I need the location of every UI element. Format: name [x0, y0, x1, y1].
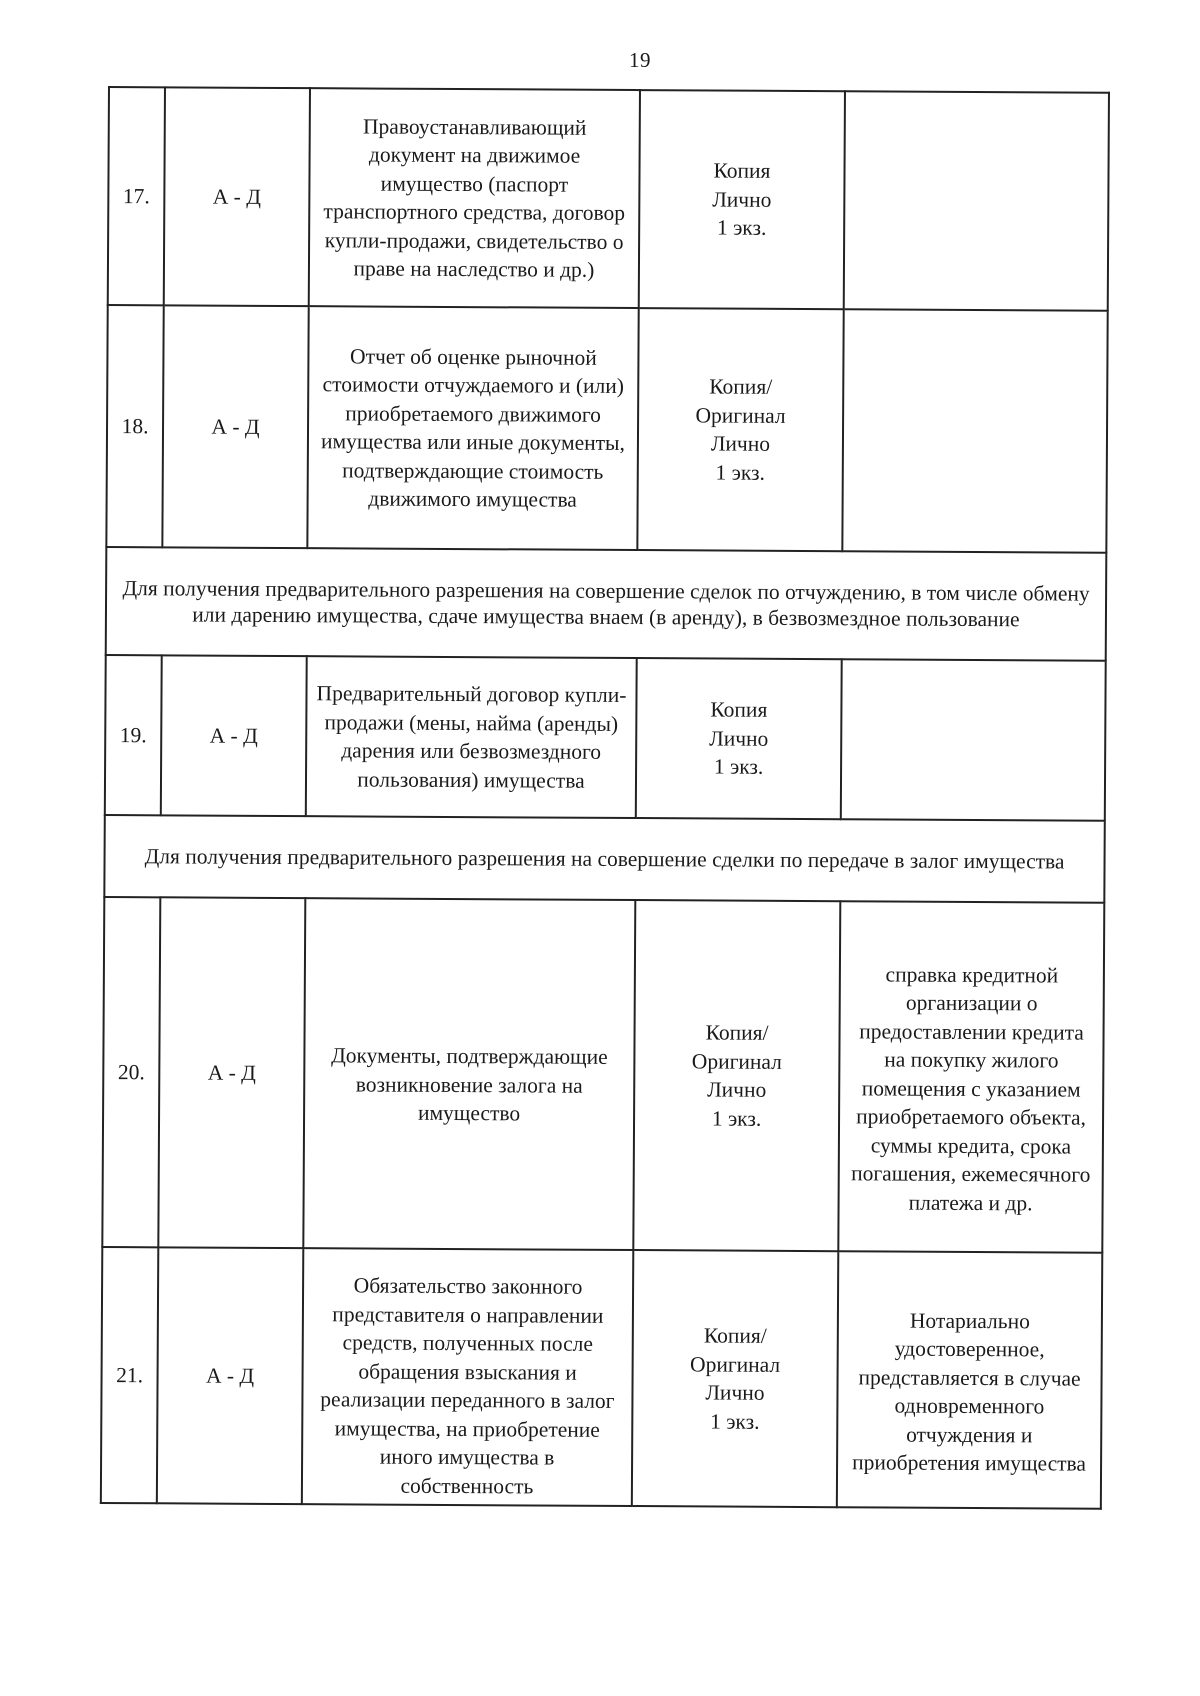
section-row — [104, 815, 1104, 903]
section-heading: Для получения предварительного разрешения на совершение сделки по передаче в залог имущества — [104, 815, 1104, 903]
form-line: Копия/ — [703, 1323, 767, 1348]
form-line: 1 экз. — [716, 215, 767, 241]
row-document: Отчет об оценке рыночной стоимости отчуждаемого и (или) приобретаемого движимого имущества или иные документы, подтверждающие стоимость движимого имущества — [307, 306, 638, 550]
row-category: А - Д — [158, 897, 305, 1248]
form-line: Копия — [713, 158, 771, 184]
row-number: 20. — [102, 897, 160, 1247]
form-line: Копия — [710, 697, 768, 723]
row-category: А - Д — [157, 1247, 303, 1504]
row-document: Обязательство законного представителя о направлении средств, полученных после обращения взыскания и реализации переданного в залог имущества, на приобретение иного имущества в собственность — [302, 1248, 633, 1506]
row-number: 21. — [101, 1247, 158, 1503]
row-category: А - Д — [164, 87, 310, 306]
form-line: Лично — [712, 187, 772, 212]
table-row — [108, 87, 1109, 311]
page-number: 19 — [629, 48, 651, 72]
documents-table — [100, 86, 1110, 1510]
row-note: Нотариально удостоверенное, представляется в случае одновременного отчуждения и приобретения имущества — [837, 1251, 1102, 1509]
form-line: Лично — [705, 1380, 765, 1405]
row-form — [632, 1250, 838, 1507]
form-line: Копия/ — [705, 1020, 769, 1045]
form-line: Лично — [707, 1077, 767, 1102]
row-note — [841, 659, 1106, 821]
table-row — [102, 897, 1104, 1253]
table-row — [101, 1247, 1102, 1509]
form-line: Лично — [710, 431, 771, 456]
row-number: 19. — [105, 655, 162, 815]
form-line: Оригинал — [691, 1048, 782, 1074]
row-note: справка кредитной организации о предоставлении кредита на покупку жилого помещения с указанием приобретаемого объекта, суммы кредита, срока погашения, ежемесячного платежа и др. — [838, 901, 1104, 1253]
form-line: 1 экз. — [711, 1105, 762, 1131]
row-document: Правоустанавливающий документ на движимое имущество (паспорт транспортного средства, договор купли-продажи, свидетельство о праве на наследство и др.) — [309, 88, 640, 308]
row-document: Документы, подтверждающие возникновение залога на имущество — [303, 898, 635, 1250]
row-form — [633, 900, 840, 1251]
form-line: 1 экз. — [713, 754, 764, 780]
table-row — [105, 655, 1106, 821]
row-number: 18. — [106, 305, 163, 547]
form-line: Оригинал — [695, 402, 786, 428]
form-line: 1 экз. — [715, 460, 766, 485]
row-note — [842, 309, 1107, 553]
form-line: Оригинал — [690, 1351, 781, 1377]
form-line: Лично — [709, 726, 769, 751]
table-row — [106, 305, 1107, 553]
row-document: Предварительный договор купли-продажи (мены, найма (аренды) дарения или безвозмездного пользования) имущества — [306, 656, 637, 818]
section-row — [106, 547, 1107, 661]
form-line: Копия/ — [709, 374, 773, 399]
row-form — [637, 308, 843, 551]
row-note — [844, 91, 1109, 311]
row-form — [639, 90, 845, 309]
row-form — [636, 658, 842, 819]
row-category: А - Д — [162, 305, 308, 548]
form-line: 1 экз. — [710, 1408, 760, 1434]
section-heading: Для получения предварительного разрешения на совершение сделок по отчуждению, в том числе обмену или дарению имущества, сдаче имущества внаем (в аренду), в безвозмездное пользование — [106, 547, 1107, 661]
row-category: А - Д — [161, 655, 307, 816]
row-number: 17. — [108, 87, 165, 305]
